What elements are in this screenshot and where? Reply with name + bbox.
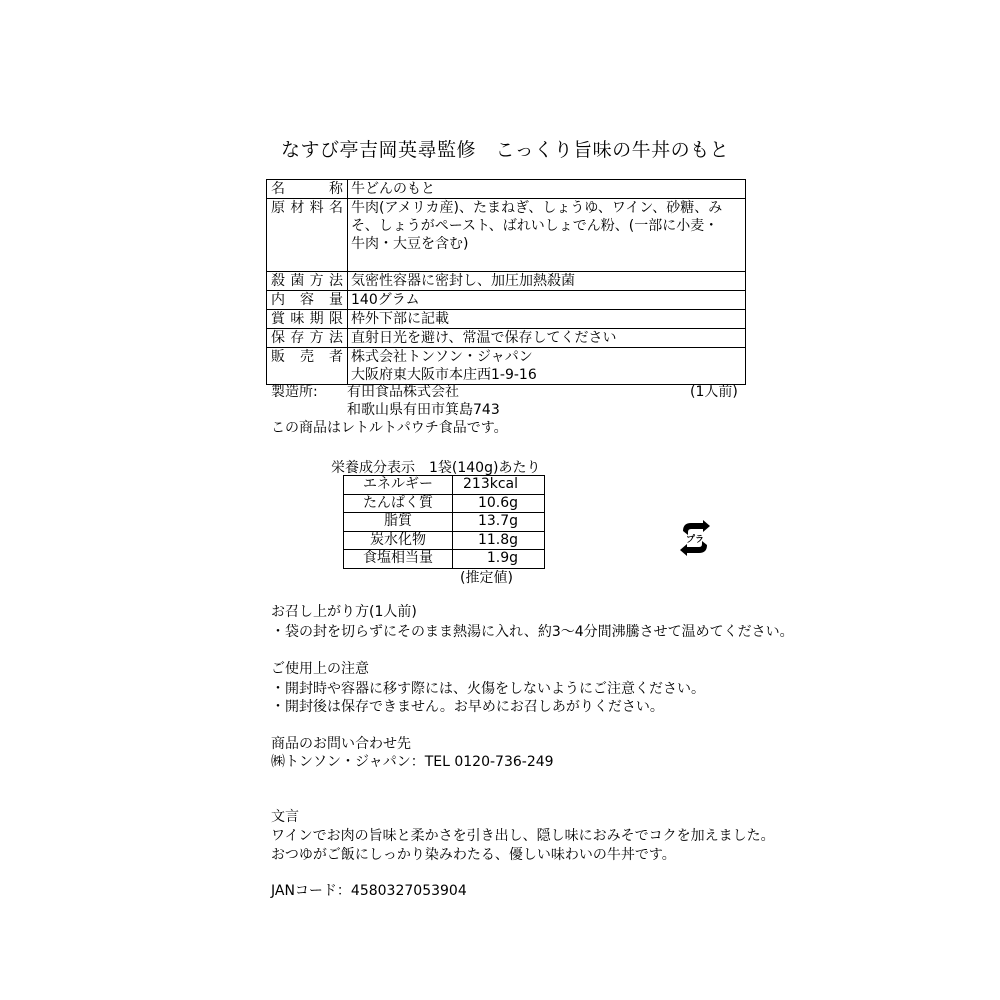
pla-label: プラ [685, 535, 705, 545]
jan-code: JANコード：4580327053904 [271, 883, 467, 899]
storage-value: 直射日光を避け、常温で保存してください [348, 329, 746, 348]
nutrition-row [344, 494, 545, 513]
nutrition-value: 1.9g [453, 550, 545, 569]
content-value: 140グラム [348, 291, 746, 310]
copy-heading: 文言 [271, 809, 299, 825]
nutrition-footnote: (推定値) [460, 570, 513, 586]
ingredients-value [348, 199, 746, 272]
nutrition-row [344, 513, 545, 532]
nutrition-value: 10.6g [453, 494, 545, 513]
maker-name: 有田食品株式会社 [347, 384, 459, 400]
nutrition-table [343, 475, 545, 569]
row-name [267, 180, 746, 199]
ingredients-line: そ、しょうがペースト、ばれいしょでん粉、(一部に小麦・ [351, 218, 719, 234]
row-seller [267, 348, 746, 385]
servings-note: (1人前) [690, 384, 738, 400]
nutrition-label: 食塩相当量 [344, 550, 453, 569]
row-content [267, 291, 746, 310]
seller-key: 販売者 [267, 348, 348, 385]
ingredients-line: 牛肉(アメリカ産)、たまねぎ、しょうゆ、ワイン、砂糖、み [351, 200, 723, 216]
name-key: 名称 [267, 180, 348, 199]
copy-line: ワインでお肉の旨味と柔かさを引き出し、隠し味におみそでコクを加えました。 [271, 828, 775, 844]
nutrition-label: たんぱく質 [344, 494, 453, 513]
copy-line: おつゆがご飯にしっかり染みわたる、優しい味わいの牛丼です。 [271, 847, 676, 863]
contact-heading: 商品のお問い合わせ先 [271, 736, 411, 752]
name-value: 牛どんのもと [348, 180, 746, 199]
nutrition-caption: 栄養成分表示 1袋(140g)あたり [331, 460, 541, 476]
nutrition-row [344, 531, 545, 550]
nutrition-label: エネルギー [344, 476, 453, 495]
row-sterilization [267, 272, 746, 291]
howto-heading: お召し上がり方(1人前) [271, 604, 417, 620]
row-storage [267, 329, 746, 348]
sterilization-key: 殺菌方法 [267, 272, 348, 291]
seller-value [348, 348, 746, 385]
row-expiry [267, 310, 746, 329]
nutrition-value: 11.8g [453, 531, 545, 550]
ingredients-key: 原材料名 [267, 199, 348, 272]
expiry-value: 枠外下部に記載 [348, 310, 746, 329]
ingredients-line: 牛肉・大豆を含む) [351, 236, 469, 252]
retort-note: この商品はレトルトパウチ食品です。 [271, 420, 508, 436]
caution-line: ・開封後は保存できません。お早めにお召しあがりください。 [271, 699, 664, 715]
nutrition-value: 213kcal [453, 476, 545, 495]
sterilization-value: 気密性容器に密封し、加圧加熱殺菌 [348, 272, 746, 291]
nutrition-value: 13.7g [453, 513, 545, 532]
row-ingredients [267, 199, 746, 272]
nutrition-row [344, 550, 545, 569]
expiry-key: 賞味期限 [267, 310, 348, 329]
nutrition-row [344, 476, 545, 495]
pla-recycle-icon [677, 519, 713, 557]
maker-key: 製造所: [271, 384, 318, 400]
nutrition-label: 炭水化物 [344, 531, 453, 550]
seller-line: 大阪府東大阪市本庄西1-9-16 [351, 367, 537, 383]
seller-line: 株式会社トンソン・ジャパン [351, 349, 533, 365]
label-info-table [266, 179, 746, 385]
contact-line: ㈱トンソン・ジャパン：TEL 0120-736-249 [271, 754, 554, 770]
maker-address: 和歌山県有田市箕島743 [347, 402, 500, 418]
caution-heading: ご使用上の注意 [271, 661, 369, 677]
howto-line: ・袋の封を切らずにそのまま熱湯に入れ、約3～4分間沸騰させて温めてください。 [271, 624, 794, 640]
content-key: 内容量 [267, 291, 348, 310]
caution-line: ・開封時や容器に移す際には、火傷をしないようにご注意ください。 [271, 681, 705, 697]
storage-key: 保存方法 [267, 329, 348, 348]
product-title: なすび亭吉岡英尋監修 こっくり旨味の牛丼のもと [281, 139, 730, 161]
nutrition-label: 脂質 [344, 513, 453, 532]
